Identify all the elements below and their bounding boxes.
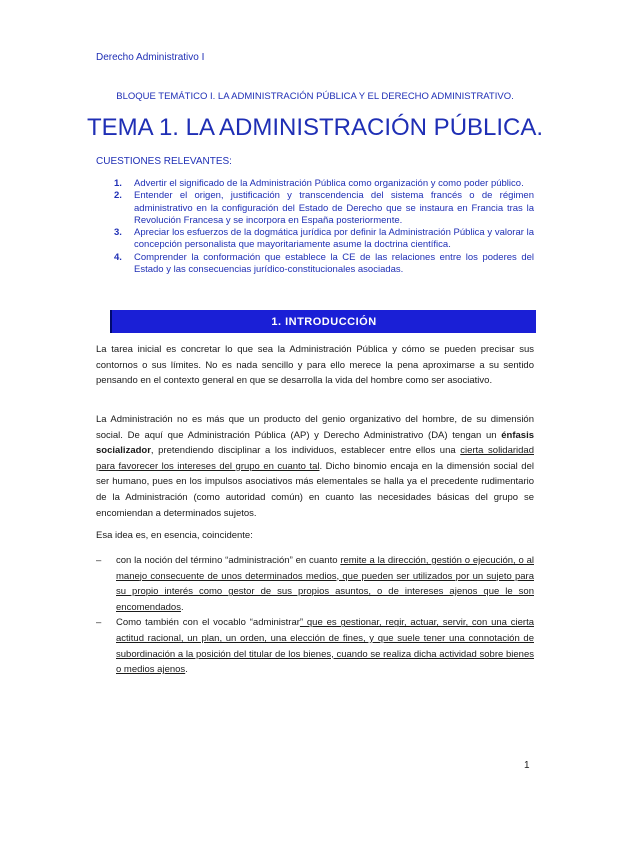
dash-bullet: – <box>96 555 102 566</box>
page-number: 1 <box>524 760 530 771</box>
text-run: , pretendiendo disciplinar a los individuos, establecer entre ellos una <box>150 445 461 457</box>
underlined-text: ” que es gestionar, regir, actuar, servir, con una cierta actitud racional, un plan, un orden, una elección de fines, y que suele tener una connotación de subordinación a la posición del titular de los bienes, cuando se realiza dicha actividad sobre bienes o medios ajenos <box>116 617 534 676</box>
text-run: La Administración no es más que un producto del genio organizativo del hombre, de su dimensión social. De aquí que Administración Pública (AP) y Derecho Administrativo (DA) tengan un <box>96 414 534 441</box>
list-item-text: Advertir el significado de la Administración Pública como organización y como poder público. <box>134 178 524 189</box>
cuestiones-heading: CUESTIONES RELEVANTES: <box>96 156 232 167</box>
list-item-text: Apreciar los esfuerzos de la dogmática jurídica por definir la Administración Pública y valorar la concepción personalista que mayoritariamente asume la doctrina científica. <box>134 227 534 251</box>
emphasis-text: énfasis socializador <box>96 429 534 457</box>
list-item-text: Entender el origen, justificación y transcendencia del sistema francés o de régimen administrativo en la configuración del Estado de Derecho que se instaura en Francia tras la Revolución Francesa y se incorpora en España posteriormente. <box>134 190 534 226</box>
list-item-number: 2. <box>114 190 122 202</box>
underlined-text: cierta solidaridad para favorecer los intereses del grupo en cuanto tal <box>96 445 534 472</box>
list-item <box>114 178 534 190</box>
paragraph-administracion <box>96 412 534 521</box>
text-run: con la noción del término “administración” en cuanto <box>116 555 341 566</box>
page-title: TEMA 1. LA ADMINISTRACIÓN PÚBLICA. <box>86 114 544 141</box>
list-item <box>114 252 534 277</box>
text-run: Como también con el vocablo “administrar <box>116 617 300 629</box>
objectives-list <box>114 178 534 276</box>
list-item-text: Comprender la conformación que establece la CE de las relaciones entre los poderes del Estado y las consecuencias jurídico-constitucionales asociadas. <box>134 251 534 276</box>
underlined-text: remite a la dirección, gestión o ejecución, o al manejo consecuente de unos determinados medios, que pueden ser utilizados por un sujeto para su propio interés como gestor de sus propios asuntos, o de intereses ajenos que le son encomendados <box>116 555 534 613</box>
dash-bullet: – <box>96 617 102 629</box>
list-item <box>114 227 534 252</box>
text-run: . <box>185 664 188 676</box>
bullet-list <box>96 553 534 678</box>
list-item <box>114 190 534 227</box>
list-item <box>96 615 534 677</box>
section-heading-introduccion: 1. INTRODUCCIÓN <box>110 310 536 333</box>
running-header: Derecho Administrativo I <box>96 52 205 63</box>
text-run: . <box>180 601 184 613</box>
text-run: . Dicho binomio encaja en la dimensión social del ser humano, pues en los impulsos asociativos más elementales se halla ya el precedente rudimentario de la Administración (como autoridad común) en cuanto las necesidades básicas del grupo se encomiendan a determinados sujetos. <box>96 460 534 519</box>
paragraph-coincidente: Esa idea es, en esencia, coincidente: <box>96 530 253 541</box>
list-item <box>96 553 534 615</box>
list-item-number: 3. <box>114 227 122 239</box>
list-item-number: 4. <box>114 251 122 263</box>
list-item-number: 1. <box>114 178 122 189</box>
block-title: BLOQUE TEMÁTICO I. LA ADMINISTRACIÓN PÚBLICA Y EL DERECHO ADMINISTRATIVO. <box>116 91 514 102</box>
paragraph-intro: La tarea inicial es concretar lo que sea la Administración Pública y cómo se pueden precisar sus contornos o sus límites. No es nada sencillo y para ello merece la pena aproximarse a su sentido pensando en el contexto general en que se desarrolla la vida del hombre como ser asociativo. <box>96 344 534 387</box>
